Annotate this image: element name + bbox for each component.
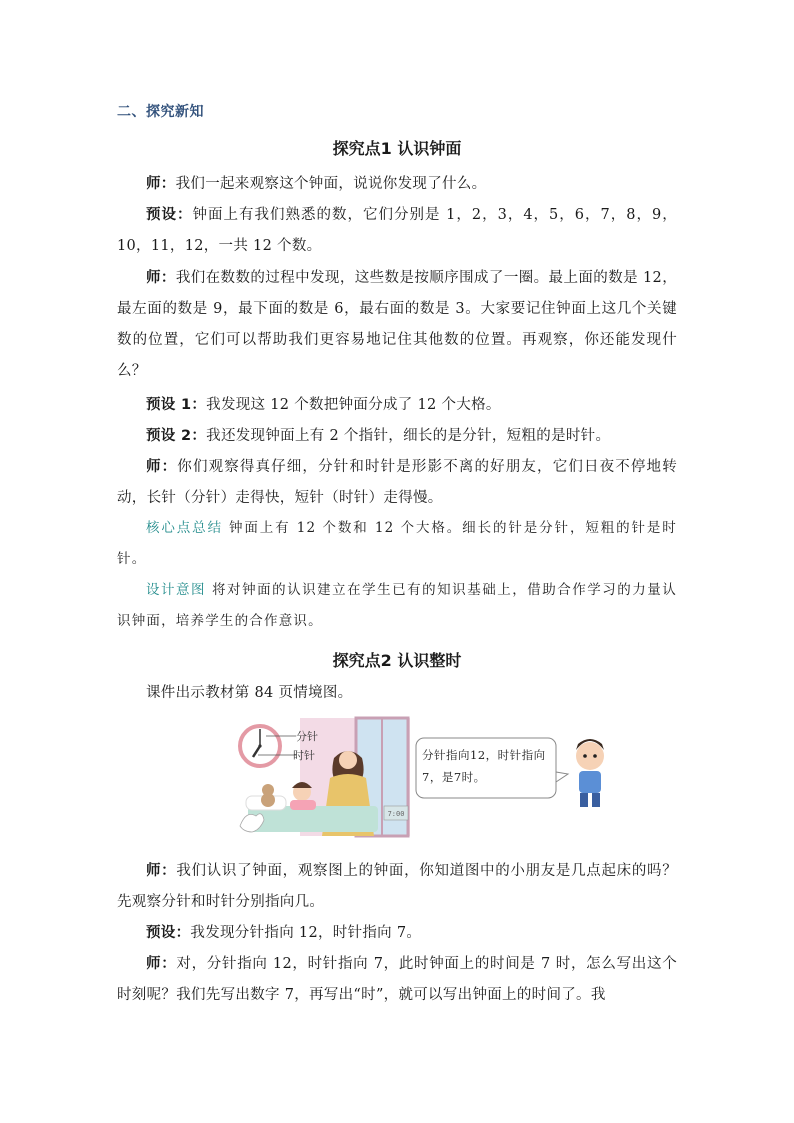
paragraph-text: 你们观察得真仔细，分针和时针是形影不离的好朋友，它们日夜不停地转动，长针（分针）走得快，短针（时针）走得慢。 — [117, 459, 677, 506]
paragraph — [117, 452, 677, 514]
paragraph-text: 我们在数数的过程中发现，这些数是按顺序围成了一圈。最上面的数是 12，最左面的数是 9，最下面的数是 6，最右面的数是 3。大家要记住钟面上这几个关键数的位置，它们可以帮助我们更容易地记住其他数的位置。再观察，你还能发现什么？ — [117, 270, 677, 379]
speaker-label: 预设： — [146, 207, 193, 223]
paragraph — [117, 390, 677, 421]
point1-title: 探究点1 认识钟面 — [332, 139, 462, 158]
paragraph — [117, 263, 677, 387]
boy-figure — [576, 739, 604, 807]
paragraph — [117, 200, 677, 262]
speaker-label: 预设 2： — [146, 428, 207, 444]
speech-bubble — [416, 738, 568, 798]
speaker-label: 师： — [146, 176, 176, 192]
speech-bubble-text: 分针指向12，时针指向7，是7时。 — [422, 748, 546, 784]
teddy-bear — [261, 784, 275, 807]
wall-clock — [240, 726, 280, 766]
paragraph-text: 我还发现钟面上有 2 个指针，细长的是分针，短粗的是时针。 — [206, 428, 611, 444]
digital-clock — [384, 806, 408, 820]
paragraph — [117, 949, 677, 1011]
summary-text: 钟面上有 12 个数和 12 个大格。细长的针是分针，短粗的针是时针。 — [117, 520, 677, 567]
paragraph — [117, 169, 677, 200]
summary-tag: 核心点总结 — [146, 520, 223, 536]
speaker-label: 师： — [146, 459, 178, 475]
speaker-label: 预设： — [146, 925, 191, 941]
speaker-label: 师： — [146, 956, 177, 972]
hour-hand-label: 时针 — [293, 749, 315, 762]
paragraph-text: 对，分针指向 12，时针指向 7，此时钟面上的时间是 7 时，怎么写出这个时刻呢？我们先写出数字 7，再写出“时”，就可以写出钟面上的时间了。我 — [117, 956, 677, 1003]
digital-clock-time: 7:00 — [387, 810, 405, 818]
speaker-label: 预设 1： — [146, 397, 207, 413]
paragraph-text: 我们认识了钟面，观察图上的钟面，你知道图中的小朋友是几点起床的吗？先观察分针和时针分别指向几。 — [117, 863, 677, 910]
intent-tag: 设计意图 — [146, 582, 207, 598]
paragraph — [117, 918, 677, 949]
summary-note — [117, 513, 677, 575]
speaker-label: 师： — [146, 270, 176, 286]
paragraph-text: 我发现这 12 个数把钟面分成了 12 个大格。 — [206, 397, 501, 413]
paragraph — [117, 678, 677, 709]
textbook-illustration — [238, 716, 610, 840]
section-heading: 二、探究新知 — [117, 104, 204, 120]
paragraph — [117, 421, 677, 452]
paragraph — [117, 856, 677, 918]
paragraph-text: 课件出示教材第 84 页情境图。 — [146, 685, 353, 701]
paragraph-text: 钟面上有我们熟悉的数，它们分别是 1，2，3，4，5，6，7，8，9，10，11，12，一共 12 个数。 — [117, 207, 677, 254]
speaker-label: 师： — [146, 863, 177, 879]
minute-hand-label: 分针 — [296, 730, 318, 743]
point2-title: 探究点2 认识整时 — [332, 651, 462, 670]
intent-text: 将对钟面的认识建立在学生已有的知识基础上，借助合作学习的力量认识钟面，培养学生的合作意识。 — [117, 582, 677, 629]
paragraph-text: 我们一起来观察这个钟面，说说你发现了什么。 — [175, 176, 487, 192]
intent-note — [117, 575, 677, 637]
paragraph-text: 我发现分针指向 12，时针指向 7。 — [190, 925, 422, 941]
